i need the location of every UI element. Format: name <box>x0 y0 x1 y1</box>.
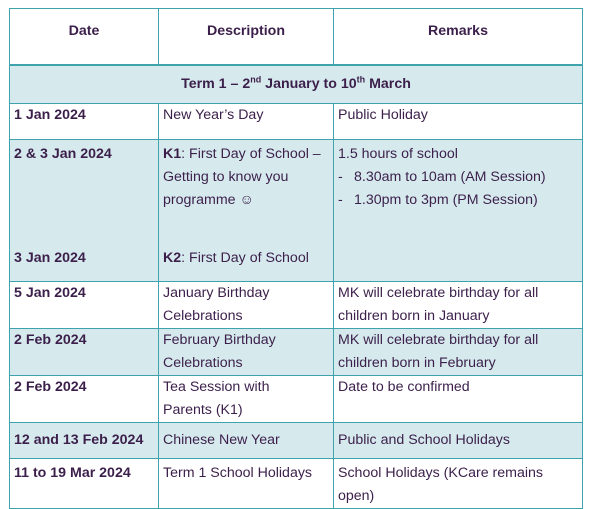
remarks-intro: 1.5 hours of school <box>338 146 458 162</box>
k1-label: K1 <box>163 146 182 162</box>
smiley-icon: ☺ <box>239 192 254 208</box>
schedule-table <box>9 8 583 509</box>
row-date <box>10 140 159 282</box>
table-row <box>10 104 583 140</box>
row-remarks: School Holidays (KCare remains open) <box>334 459 583 509</box>
row-remarks: Public and School Holidays <box>334 423 583 459</box>
row-description: January Birthday Celebrations <box>159 282 334 329</box>
table-row <box>10 459 583 509</box>
term-title: Term 1 – 2nd January to 10th March <box>10 65 583 104</box>
row-date: 2 Feb 2024 <box>10 376 159 423</box>
table-row <box>10 140 583 282</box>
header-row <box>10 9 583 66</box>
remarks-list-item: - 8.30am to 10am (AM Session) <box>338 169 546 185</box>
row-date: 12 and 13 Feb 2024 <box>10 423 159 459</box>
row-date: 11 to 19 Mar 2024 <box>10 459 159 509</box>
row-date-primary: 2 & 3 Jan 2024 <box>14 146 112 162</box>
row-date: 2 Feb 2024 <box>10 329 159 376</box>
header-remarks: Remarks <box>334 9 583 66</box>
row-description: Term 1 School Holidays <box>159 459 334 509</box>
row-date: 1 Jan 2024 <box>10 104 159 140</box>
term-row <box>10 65 583 104</box>
row-remarks <box>334 140 583 282</box>
k1-text: : First Day of School – <box>181 146 321 162</box>
table-row <box>10 423 583 459</box>
row-date-secondary: 3 Jan 2024 <box>14 250 86 266</box>
row-remarks: MK will celebrate birthday for all children born in January <box>334 282 583 329</box>
k2-text: : First Day of School <box>181 250 309 266</box>
table-row <box>10 376 583 423</box>
header-date: Date <box>10 9 159 66</box>
row-remarks: Date to be confirmed <box>334 376 583 423</box>
row-description: New Year’s Day <box>159 104 334 140</box>
k1-text-line2: Getting to know you <box>163 169 289 185</box>
header-description: Description <box>159 9 334 66</box>
row-description: Tea Session with Parents (K1) <box>159 376 334 423</box>
k2-label: K2 <box>163 250 182 266</box>
table-row <box>10 282 583 329</box>
row-description <box>159 140 334 282</box>
k1-text-line3: programme <box>163 192 236 208</box>
remarks-list-item: - 1.30pm to 3pm (PM Session) <box>338 192 538 208</box>
row-description: Chinese New Year <box>159 423 334 459</box>
table-row <box>10 329 583 376</box>
row-remarks: MK will celebrate birthday for all children born in February <box>334 329 583 376</box>
row-date: 5 Jan 2024 <box>10 282 159 329</box>
row-description: February Birthday Celebrations <box>159 329 334 376</box>
row-remarks: Public Holiday <box>334 104 583 140</box>
